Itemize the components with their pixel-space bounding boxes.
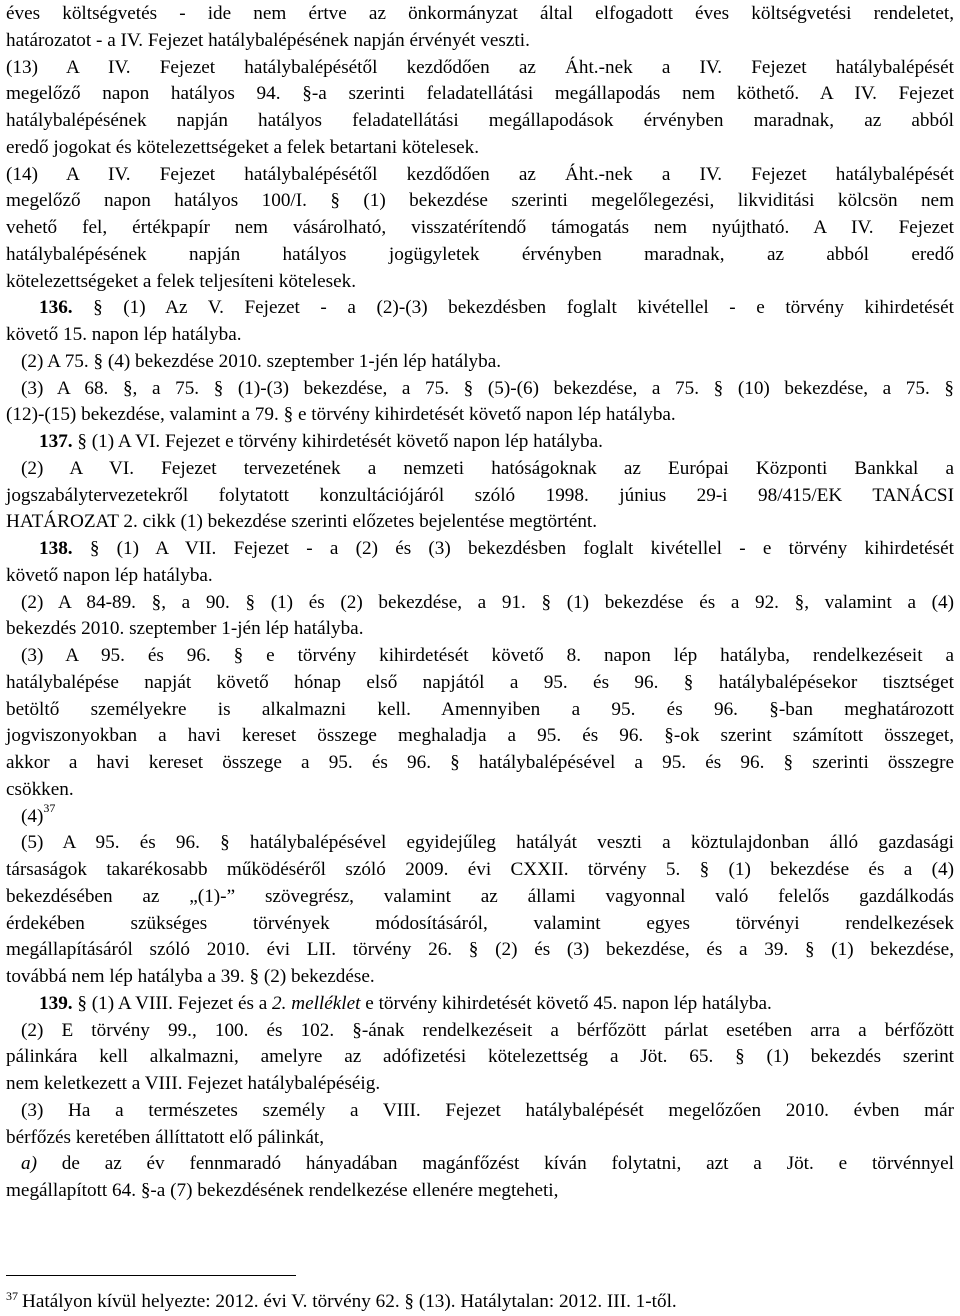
line-text: követő 15. napon lép hatályba. [6, 324, 242, 345]
line-text: jogviszonyokban a havi kereset összege meghaladja a 95. és 96. §-ok szerint számított összeget, [6, 725, 954, 747]
line-text: (3) A 68. §, a 75. § (1)-(3) bekezdése, a 75. § (5)-(6) bekezdése, a 75. § (10) bekezdése, a 75. § [21, 377, 954, 399]
line-text: hatálybalépése napját követő hónap első napjától a 95. és 96. § hatálybalépésekor tisztséget [6, 671, 954, 693]
line-text: (12)-(15) bekezdése, valamint a 79. § e törvény kihirdetését követő napon lép hatályba. [6, 404, 676, 426]
text-line [6, 563, 954, 589]
text-line [39, 991, 954, 1017]
text-line [6, 937, 954, 963]
line-text: (4) [21, 805, 44, 827]
line-text: továbbá nem lép hatályba a 39. § (2) bekezdése. [6, 966, 375, 987]
line-text: pálinkára kell alkalmazni, amelyre az adófizetési kötelezettség a Jöt. 65. § (1) bekezdés szerint [6, 1046, 954, 1068]
line-text: csökken. [6, 778, 74, 800]
text-line [6, 777, 954, 803]
line-text: HATÁROZAT 2. cikk (1) bekezdése szerinti előzetes bejelentése megtörtént. [6, 511, 598, 533]
line-text: § (1) A VII. Fejezet - a (2) és (3) bekezdésben foglalt kivétellel - e törvény kihirdetését [72, 538, 954, 559]
line-text-continued: e törvény kihirdetését követő 45. napon lép hatályba. [360, 992, 772, 1014]
text-line [21, 376, 954, 402]
line-text: bekezdésében az „(1)-” szövegrész, valamint az állami vagyonnal való felelős gazdálkodás [6, 885, 954, 907]
text-line [39, 536, 954, 562]
text-line [21, 456, 954, 482]
line-text: (2) A 84-89. §, a 90. § (1) és (2) bekezdése, a 91. § (1) bekezdése és a 92. §, valamint a (4) [21, 591, 954, 613]
text-line [21, 643, 954, 669]
line-text: (2) A VI. Fejezet tervezetének a nemzeti hatóságoknak az Európai Központi Bankkal a [21, 457, 954, 479]
list-marker: a) [21, 1153, 37, 1175]
text-line [6, 269, 954, 295]
section-number: 137. [39, 431, 73, 452]
text-line [6, 964, 954, 990]
line-text: megállapított 64. §-a (7) bekezdésének rendelkezése ellenére megteheti, [6, 1180, 559, 1201]
footnote-text: Hatályon kívül helyezte: 2012. évi V. törvény 62. § (13). Hatálytalan: 2012. III. 1-től. [22, 1291, 677, 1312]
text-line [6, 1044, 954, 1070]
text-line [6, 402, 954, 428]
footnote-separator [6, 1275, 296, 1276]
text-line [6, 1, 954, 27]
text-line [6, 616, 954, 642]
line-text: eredő jogokat és kötelezettségeket a felek betartani kötelesek. [6, 136, 480, 158]
text-line [6, 857, 954, 883]
text-line [6, 55, 954, 81]
line-text: (2) E törvény 99., 100. és 102. §-ának rendelkezéseit a bérfőzött párlat esetében arra a bérfőzött [21, 1019, 954, 1041]
text-line [21, 1151, 954, 1177]
line-text: (13) A IV. Fejezet hatálybalépésétől kezdődően az Áht.-nek a IV. Fejezet hatálybalépését [6, 56, 954, 78]
text-line [39, 295, 954, 321]
text-line [21, 801, 954, 830]
line-text: de az év fennmaradó hányadában magánfőzést kíván folytatni, azt a Jöt. e törvénnyel [36, 1153, 954, 1175]
text-line [6, 322, 954, 348]
footnote [6, 1289, 677, 1315]
section-number: 136. [39, 297, 73, 319]
text-line [6, 81, 954, 107]
text-line [6, 242, 954, 268]
line-text: érdekében szükséges törvények módosításáról, valamint egyes törvényi rendelkezések [6, 912, 954, 934]
footnote-reference[interactable]: 37 [43, 801, 56, 816]
line-text: nem keletkezett a VIII. Fejezet hatálybalépéséig. [6, 1073, 381, 1094]
text-line [6, 1178, 954, 1204]
text-line [6, 1071, 954, 1097]
line-text: betöltő személyekre is alkalmazni kell. Amennyiben a 95. és 96. §-ban meghatározott [6, 698, 954, 720]
text-line [6, 188, 954, 214]
text-line [21, 830, 954, 856]
text-line [6, 28, 954, 54]
text-line [6, 723, 954, 749]
line-text: bekezdés 2010. szeptember 1-jén lép hatályba. [6, 618, 364, 640]
line-text: jogszabálytervezetekről folytatott konzultációjáról szóló 1998. június 29-i 98/415/EK TANÁCSI [6, 484, 954, 506]
line-text: megállapításáról szóló 2010. évi LII. törvény 26. § (2) és (3) bekezdése, és a 39. § (1) bekezdése, [6, 939, 954, 961]
text-line [39, 429, 954, 455]
line-text: § (1) A VI. Fejezet e törvény kihirdetését követő napon lép hatályba. [72, 431, 603, 452]
line-text: (3) A 95. és 96. § e törvény kihirdetését követő 8. napon lép hatályba, rendelkezéseit a [21, 645, 954, 666]
text-line [6, 135, 954, 161]
line-text: kötelezettségeket a felek teljesíteni kötelesek. [6, 270, 357, 292]
line-text: § (1) Az V. Fejezet - a (2)-(3) bekezdésben foglalt kivétellel - e törvény kihirdetését [72, 297, 954, 319]
line-text: (5) A 95. és 96. § hatálybalépésével egyidejűleg hatályát veszti a köztulajdonban álló gazdasági [21, 832, 954, 854]
text-line [6, 483, 954, 509]
line-text: követő napon lép hatályba. [6, 564, 213, 586]
line-text: társaságok takarékosabb működéséről szóló 2009. évi CXXII. törvény 5. § (1) bekezdése és a (4) [6, 859, 954, 880]
text-line [6, 750, 954, 776]
text-line [6, 884, 954, 910]
text-line [6, 509, 954, 535]
line-text: (14) A IV. Fejezet hatálybalépésétől kezdődően az Áht.-nek a IV. Fejezet hatálybalépését [6, 163, 954, 185]
text-line [21, 1018, 954, 1044]
section-number: 139. [39, 992, 73, 1014]
line-text: vehető fel, értékpapír nem vásárolható, visszatérítendő támogatás nem nyújtható. A IV. Fejezet [6, 217, 954, 238]
line-text: bérfőzés keretében állíttatott elő pálinkát, [6, 1126, 325, 1148]
text-line [6, 108, 954, 134]
text-line [6, 670, 954, 696]
text-line [6, 215, 954, 241]
line-text: (3) Ha a természetes személy a VIII. Fejezet hatálybalépését megelőzően 2010. évben már [21, 1099, 954, 1121]
text-line [6, 697, 954, 723]
text-line [6, 911, 954, 937]
line-text: (2) A 75. § (4) bekezdése 2010. szeptember 1-jén lép hatályba. [21, 350, 502, 372]
line-text: § (1) A VIII. Fejezet és a [72, 992, 273, 1014]
text-line [21, 349, 954, 375]
line-text: akkor a havi kereset összege a 95. és 96. § hatálybalépésével a 95. és 96. § szerinti összegre [6, 752, 954, 773]
line-text: éves költségvetés - ide nem értve az önkormányzat által elfogadott éves költségvetési rendeletet, [6, 3, 954, 24]
text-line [6, 162, 954, 188]
text-line [6, 1125, 954, 1151]
section-number: 138. [39, 538, 73, 559]
footnote-mark: 37 [6, 1289, 18, 1303]
annex-reference: 2. melléklet [272, 992, 361, 1014]
line-text: megelőző napon hatályos 100/I. § (1) bekezdése szerinti megelőlegezési, likviditási kölcsön nem [6, 190, 954, 212]
line-text: megelőző napon hatályos 94. §-a szerinti feladatellátási megállapodás nem köthető. A IV. Fejezet [6, 83, 954, 105]
text-line [21, 1098, 954, 1124]
line-text: hatálybalépésének napján hatályos feladatellátási megállapodások érvényben maradnak, az abból [6, 110, 954, 131]
line-text: hatálybalépésének napján hatályos jogügyletek érvényben maradnak, az abból eredő [6, 243, 954, 265]
line-text: határozatot - a IV. Fejezet hatálybalépésének napján érvényét veszti. [6, 29, 530, 51]
text-line [21, 590, 954, 616]
